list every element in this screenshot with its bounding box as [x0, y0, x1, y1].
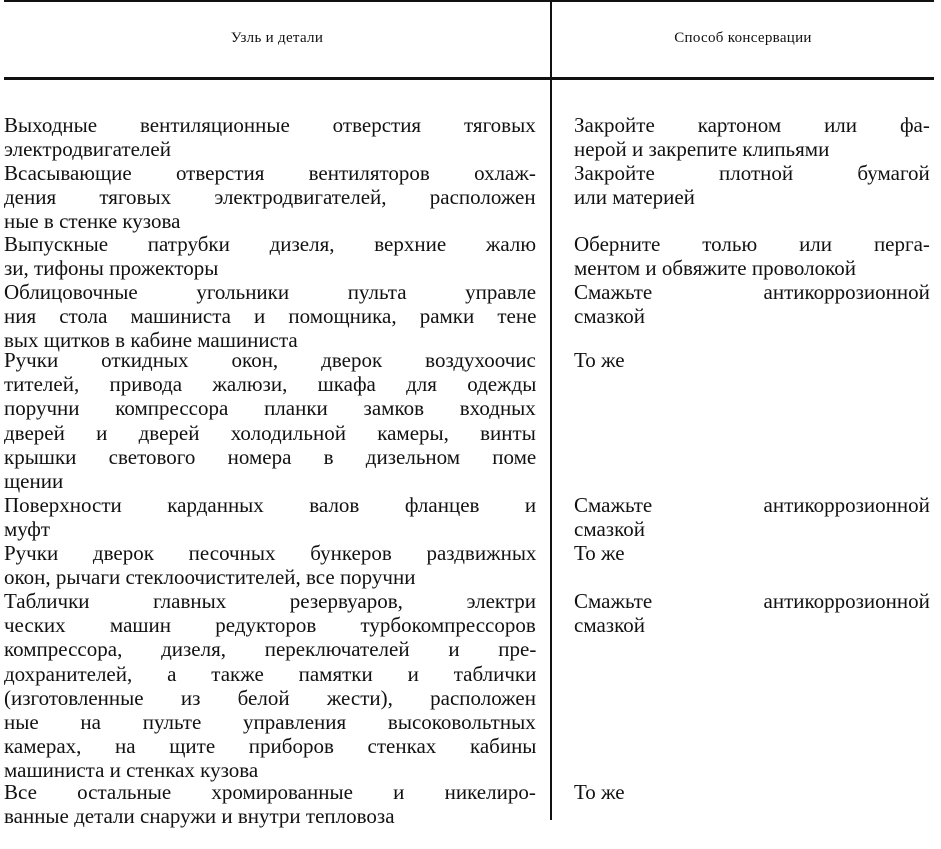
table-row-part: Ручки дверок песочных бункеров раздвижных окон, рычаги стеклоочистителей, все поручни [4, 541, 537, 590]
column-header-method: Способ консервации [674, 30, 812, 46]
table-top-rule [4, 0, 934, 2]
table-row-part: Поверхности карданных валов фланцев и муфт [4, 493, 537, 542]
table-row-method: Смажьте антикоррозионной смазкой [574, 280, 930, 329]
table-row-part: Выпускные патрубки дизеля, верхние жалю зи, тифоны прожекторы [4, 232, 537, 281]
table-row-part: Облицовочные угольники пульта управле ния стола машиниста и помощника, рамки тене вых щитков в кабине машиниста [4, 280, 537, 353]
table-row-method: Оберните толью или перга- ментом и обвяжите проволокой [574, 232, 930, 281]
table-row-part: Все остальные хромированные и никелиро- ванные детали снаружи и внутри тепловоза [4, 780, 536, 829]
table-row-method: То же [574, 541, 625, 565]
table-row-method: То же [574, 780, 625, 804]
table-row-part: Таблички главных резервуаров, электри ческих машин редукторов турбокомпрессоров компрессора, дизеля, переключателей и пре- дохранителей, а также памятки и таблички (изготовленные из белой жести), расположен ные на пульте управления высоковольтных камерах, на щите приборов стенках кабины машиниста и стенках кузова [4, 589, 537, 783]
table-row-part: Выходные вентиляционные отверстия тяговых электродвигателей [4, 113, 536, 162]
table-row-part: Ручки откидных окон, дверок воздухоочис тителей, привода жалюзи, шкафа для одежды поручни компрессора планки замков входных дверей и дверей холодильной камеры, винты крышки светового номера в дизельном поме щении [4, 348, 537, 494]
table-row-method: Смажьте антикоррозионной смазкой [574, 589, 930, 638]
header-bottom-rule [4, 77, 934, 80]
column-divider [550, 0, 552, 820]
table-row-method: То же [574, 348, 625, 372]
table-row-method: Смажьте антикоррозионной смазкой [574, 493, 930, 542]
table-row-method: Закройте картоном или фа- нерой и закрепите клипьями [574, 113, 930, 162]
table-row-part: Всасывающие отверстия вентиляторов охлаж- дения тяговых электродвигателей, расположен ные в стенке кузова [4, 161, 536, 234]
column-header-parts: Узль и детали [230, 30, 324, 46]
table-row-method: Закройте плотной бумагой или материей [574, 161, 930, 210]
